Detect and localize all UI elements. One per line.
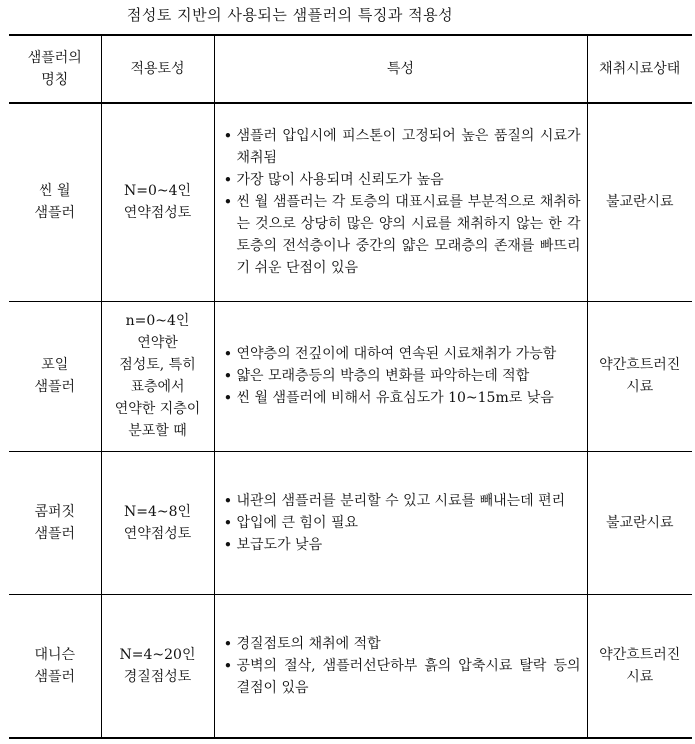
sample-state-cell: 불교란시료 <box>587 451 692 594</box>
feature-item: • 보급도가 낮음 <box>223 534 581 556</box>
feature-item: • 압입에 큰 힘이 필요 <box>223 512 581 534</box>
feature-item: • 내관의 샘플러를 분리할 수 있고 시료를 빼내는데 편리 <box>223 490 581 512</box>
feature-item: • 가장 많이 사용되며 신뢰도가 높음 <box>223 169 581 191</box>
features-cell <box>214 594 587 738</box>
header-soil-type: 적용토성 <box>101 35 214 103</box>
features-cell <box>214 451 587 594</box>
soil-type-cell: N=4~20인 경질점성토 <box>101 594 214 738</box>
table-row <box>9 451 692 594</box>
soil-type-cell: n=0~4인 연약한 점성토, 특히 표층에서 연약한 지층이 분포할 때 <box>101 301 214 451</box>
table-row <box>9 301 692 451</box>
header-sample-state: 채취시료상태 <box>587 35 692 103</box>
feature-item: • 연약층의 전깊이에 대하여 연속된 시료채취가 가능함 <box>223 343 581 365</box>
feature-item: • 씬 월 샘플러는 각 토층의 대표시료를 부분적으로 채취하는 것으로 상당히 많은 양의 시료를 채취하지 않는 한 각 토층의 전석층이나 중간의 얇은 모래층의 존재를 빠뜨리기 쉬운 단점이 있음 <box>223 191 581 279</box>
sampler-name-cell: 씬 월 샘플러 <box>9 103 101 301</box>
sample-state-cell: 약간흐트러진 시료 <box>587 594 692 738</box>
table-caption: 점성토 지반의 사용되는 샘플러의 특징과 적용성 <box>126 6 454 24</box>
feature-item: • 공벽의 절삭, 샘플러선단하부 흙의 압축시료 탈락 등의 결점이 있음 <box>223 655 581 699</box>
sample-state-cell: 약간흐트러진 시료 <box>587 301 692 451</box>
sampler-name-cell: 대니슨 샘플러 <box>9 594 101 738</box>
feature-item: • 샘플러 압입시에 피스톤이 고정되어 높은 품질의 시료가 채취됨 <box>223 125 581 169</box>
soil-type-cell: N=4~8인 연약점성토 <box>101 451 214 594</box>
feature-item: • 경질점토의 채취에 적합 <box>223 633 581 655</box>
header-sampler-name: 샘플러의 명칭 <box>9 35 101 103</box>
header-row <box>9 35 692 103</box>
features-cell <box>214 103 587 301</box>
table-row <box>9 594 692 738</box>
feature-item: • 얇은 모래층등의 박층의 변화를 파악하는데 적합 <box>223 365 581 387</box>
sampler-table <box>9 34 692 739</box>
features-cell <box>214 301 587 451</box>
sample-state-cell: 불교란시료 <box>587 103 692 301</box>
header-features: 특성 <box>214 35 587 103</box>
sampler-name-cell: 포일 샘플러 <box>9 301 101 451</box>
table-row <box>9 103 692 301</box>
sampler-name-cell: 콤퍼짓 샘플러 <box>9 451 101 594</box>
soil-type-cell: N=0~4인 연약점성토 <box>101 103 214 301</box>
feature-item: • 씬 월 샘플러에 비해서 유효심도가 10~15m로 낮음 <box>223 387 581 409</box>
